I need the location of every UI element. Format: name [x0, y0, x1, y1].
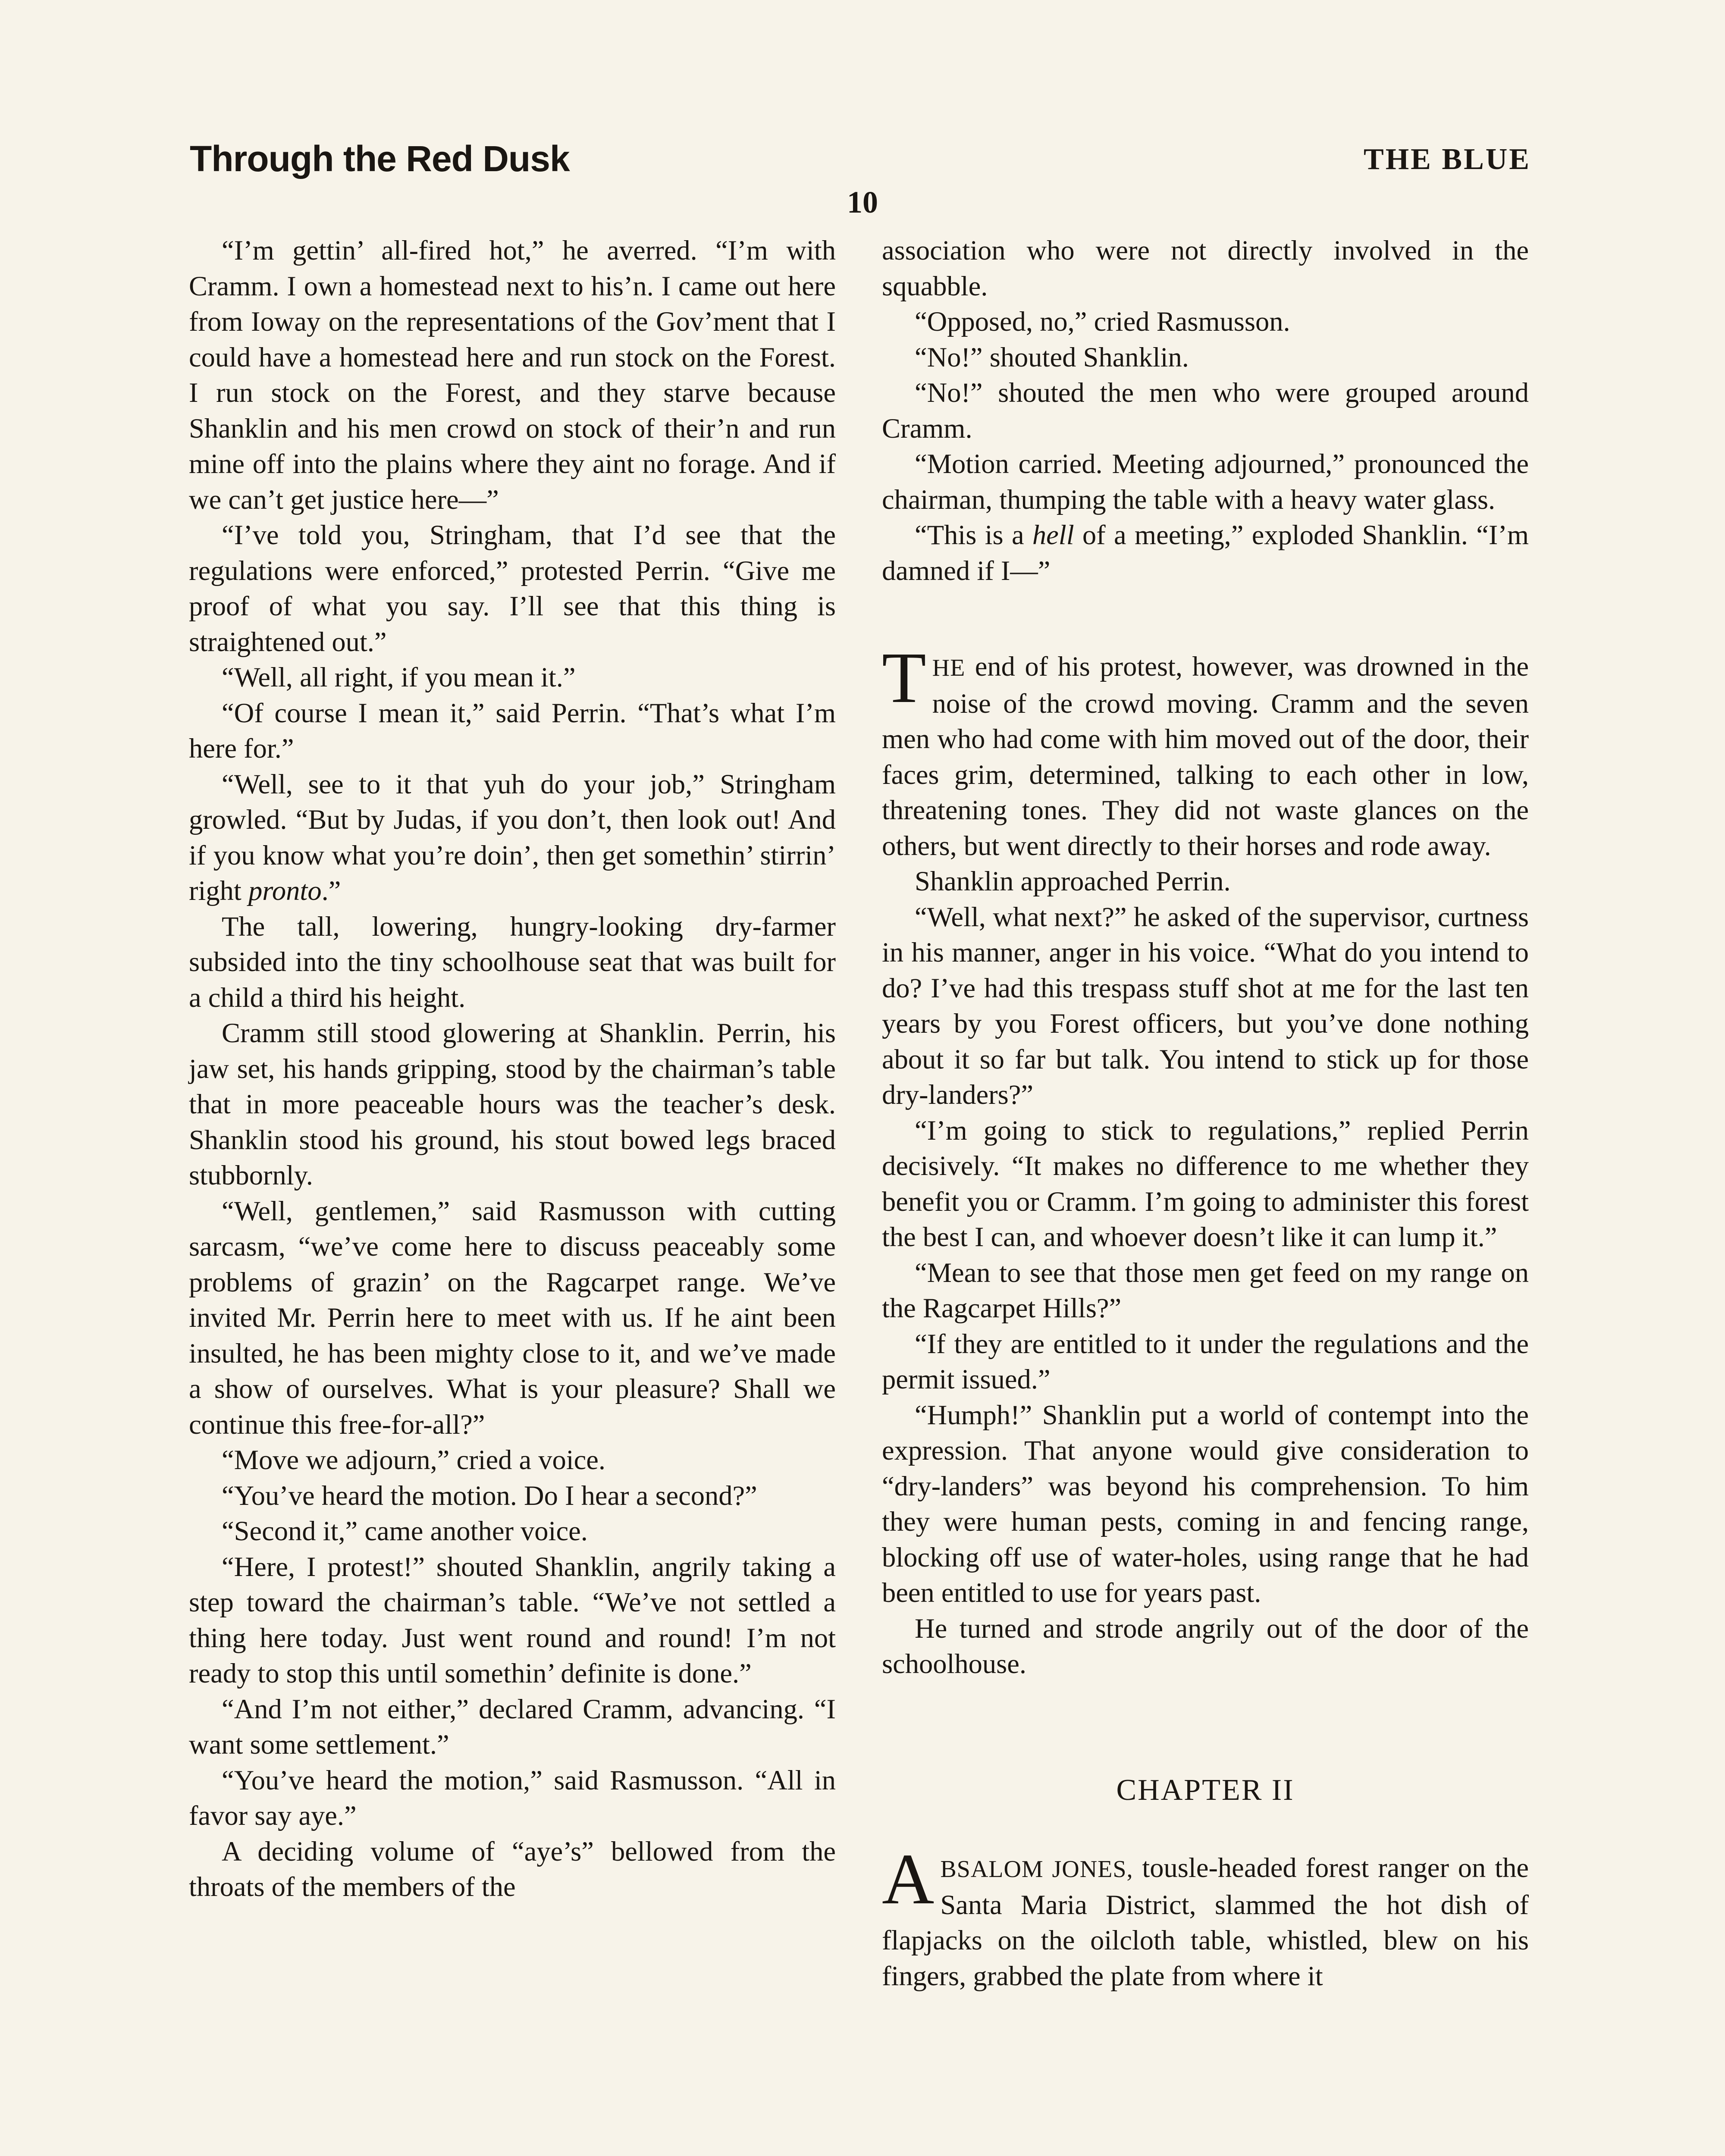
paragraph: “Opposed, no,” cried Rasmusson.: [915, 306, 1290, 337]
paragraph: “And I’m not either,” declared Cramm, advancing. “I want some settlement.”: [189, 1693, 836, 1760]
right-column: [882, 233, 1529, 1994]
paragraph: The tall, lowering, hungry-looking dry-farmer subsided into the tiny schoolhouse seat that was built for a child a third his height.: [189, 911, 836, 1013]
magazine-title: THE BLUE: [1364, 143, 1531, 176]
paragraph: Cramm still stood glowering at Shanklin. Perrin, his jaw set, his hands gripping, stood by the chairman’s table that in more peaceable hours was the teacher’s desk. Shanklin stood his ground, his stout bowed legs braced stubbornly.: [189, 1018, 836, 1191]
paragraph: “If they are entitled to it under the regulations and the permit issued.”: [882, 1328, 1529, 1395]
opening-text: end of his protest, however, was drowned in the noise of the crowd moving. Cramm and the seven men who had come with him moved out of the door, their faces grim, determined, talking to each other in low, threatening tones. They did not waste glances on the others, but went directly to their horses and rode away.: [882, 651, 1529, 861]
opening-small-caps: BSALOM JONES,: [940, 1856, 1133, 1883]
paragraph: “I’m going to stick to regulations,” replied Perrin decisively. “It makes no difference to me whether they benefit you or Cramm. I’m going to administer this forest the best I can, and whoever doesn’t like it can lump it.”: [882, 1115, 1529, 1252]
chapter-heading: CHAPTER II: [1116, 1773, 1295, 1807]
italic-word: pronto: [248, 875, 322, 906]
paragraph: “I’ve told you, Stringham, that I’d see that the regulations were enforced,” protested Perrin. “Give me proof of what you say. I’ll see that this thing is straightened out.”: [189, 520, 836, 657]
paragraph: “Motion carried. Meeting adjourned,” pronounced the chairman, thumping the table with a heavy water glass.: [882, 448, 1529, 515]
paragraph: “Mean to see that those men get feed on my range on the Ragcarpet Hills?”: [882, 1257, 1529, 1323]
paragraph: “No!” shouted the men who were grouped around Cramm.: [882, 377, 1529, 444]
left-column: [189, 233, 836, 1905]
paragraph: “No!” shouted Shanklin.: [915, 342, 1189, 373]
paragraph: “Second it,” came another voice.: [222, 1516, 588, 1546]
paragraph-continued: association who were not directly involved in the squabble.: [882, 235, 1529, 301]
page-number: 10: [847, 185, 878, 219]
paragraph: “Humph!” Shanklin put a world of contempt into the expression. That anyone would give consideration to “dry-landers” was beyond his comprehension. To him they were human pests, coming in and fencing range, blocking off use of water-holes, using range that he had been entitled to use for years past.: [882, 1399, 1529, 1608]
drop-cap: T: [882, 638, 926, 718]
paragraph: Shanklin approached Perrin.: [915, 866, 1231, 896]
paragraph: He turned and strode angrily out of the door of the schoolhouse.: [882, 1613, 1529, 1679]
story-title: Through the Red Dusk: [190, 138, 570, 179]
paragraph: “Well, gentlemen,” said Rasmusson with cutting sarcasm, “we’ve come here to discuss peaceably some problems of grazin’ on the Ragcarpet range. We’ve invited Mr. Perrin here to meet with us. If he aint been insulted, he has been mighty close to it, and we’ve made a show of ourselves. What is your pleasure? Shall we continue this free-for-all?”: [189, 1195, 836, 1440]
chapter-opening-paragraph: [882, 1839, 1529, 1994]
paragraph: “Well, all right, if you mean it.”: [222, 662, 576, 693]
paragraph: “You’ve heard the motion. Do I hear a second?”: [222, 1480, 757, 1511]
paragraph: “Here, I protest!” shouted Shanklin, angrily taking a step toward the chairman’s table. “We’ve not settled a thing here today. Just went round and round! I’m not ready to stop this until somethin’ definite is done.”: [189, 1551, 836, 1689]
paragraph: “Of course I mean it,” said Perrin. “That’s what I’m here for.”: [189, 697, 836, 764]
paragraph: A deciding volume of “aye’s” bellowed from the throats of the members of the: [189, 1836, 836, 1902]
running-head: [190, 138, 1531, 185]
drop-cap: A: [882, 1839, 935, 1919]
italic-word: hell: [1032, 520, 1074, 550]
paragraph: “I’m gettin’ all-fired hot,” he averred. “I’m with Cramm. I own a homestead next to his’n. I came out here from Ioway on the representations of the Gov’ment that I could have a homestead here and run stock on the Forest. I run stock on the Forest, and they starve because Shanklin and his men crowd on stock of their’n and run mine off into the plains where they aint no forage. And if we can’t get justice here—”: [189, 235, 836, 515]
paragraph: “You’ve heard the motion,” said Rasmusson. “All in favor say aye.”: [189, 1764, 836, 1831]
opening-small-caps: HE: [932, 655, 966, 681]
paragraph: “Well, see to it that yuh do your job,” Stringham growled. “But by Judas, if you don’t, then look out! And if you know what you’re doin’, then get somethin’ stirrin’ right pronto.”: [189, 768, 836, 906]
section-opening-paragraph: [882, 638, 1529, 864]
opening-text: tousle-headed forest ranger on the Santa Maria District, slammed the hot dish of flapjacks on the oilcloth table, whistled, blew on his fingers, grabbed the plate from where it: [882, 1852, 1529, 1991]
paragraph: “This is a hell of a meeting,” exploded Shanklin. “I’m damned if I—”: [882, 520, 1529, 586]
paragraph: “Move we adjourn,” cried a voice.: [222, 1445, 606, 1475]
paragraph: “Well, what next?” he asked of the supervisor, curtness in his manner, anger in his voice. “What do you intend to do? I’ve had this trespass stuff shot at me for the last ten years by you Forest officers, but you’ve done nothing about it so far but talk. You intend to stick up for those dry-landers?”: [882, 901, 1529, 1110]
